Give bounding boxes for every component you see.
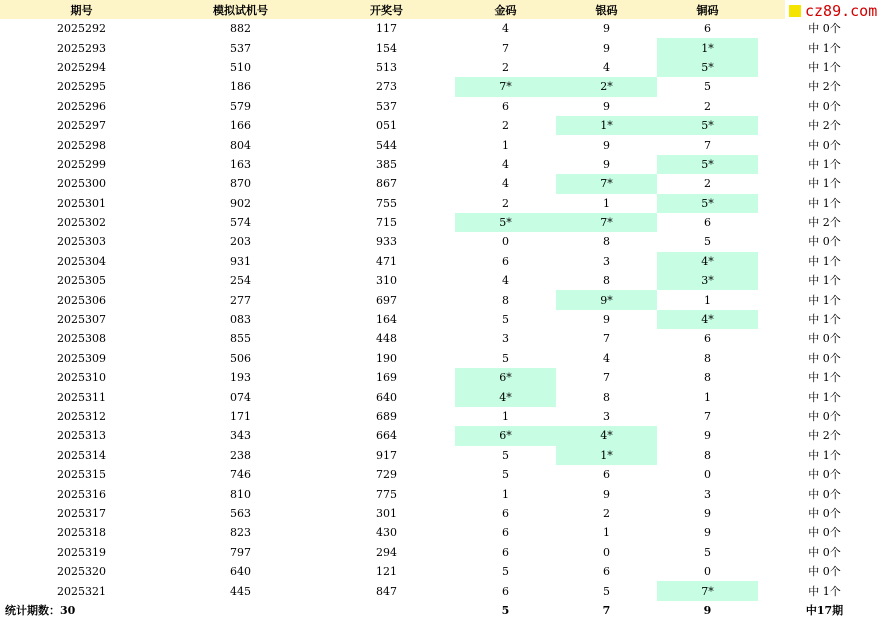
cell-issue: 2025318 <box>57 526 106 540</box>
table-row <box>0 368 891 387</box>
cell-sim: 563 <box>230 506 251 520</box>
cell-result: 中 0个 <box>808 468 841 482</box>
cell-bronze: 8 <box>704 371 711 385</box>
table-row <box>0 116 891 135</box>
cell-gold: 5 <box>502 565 509 579</box>
cell-draw: 190 <box>376 351 397 365</box>
cell-sim: 277 <box>230 293 251 307</box>
cell-silver: 4 <box>603 60 610 74</box>
header-sim: 模拟试机号 <box>163 0 318 19</box>
logo-text: cz89.com <box>805 2 878 20</box>
cell-gold: 7 <box>502 41 509 55</box>
cell-silver: 9 <box>603 157 610 171</box>
cell-result: 中 0个 <box>808 99 841 113</box>
cell-draw: 933 <box>376 235 397 249</box>
cell-sim: 870 <box>230 177 251 191</box>
cell-silver: 7* <box>556 174 657 193</box>
cell-issue: 2025311 <box>57 390 106 404</box>
cell-gold: 4* <box>455 387 556 406</box>
cell-bronze: 9 <box>704 526 711 540</box>
cell-silver: 0 <box>603 545 610 559</box>
cell-issue: 2025315 <box>57 468 106 482</box>
cell-gold: 6 <box>502 584 509 598</box>
cell-bronze: 5* <box>657 58 758 77</box>
cell-gold: 6 <box>502 506 509 520</box>
cell-issue: 2025294 <box>57 60 106 74</box>
cell-silver: 5 <box>603 584 610 598</box>
cell-draw: 117 <box>376 22 397 36</box>
logo-square-icon <box>789 5 801 17</box>
cell-draw: 775 <box>376 487 397 501</box>
cell-silver: 3 <box>603 254 610 268</box>
cell-result: 中 1个 <box>808 254 841 268</box>
cell-issue: 2025319 <box>57 545 106 559</box>
cell-issue: 2025298 <box>57 138 106 152</box>
cell-gold: 5 <box>502 468 509 482</box>
cell-silver: 7 <box>603 371 610 385</box>
cell-draw: 051 <box>376 119 397 133</box>
cell-draw: 537 <box>376 99 397 113</box>
table-row <box>0 232 891 251</box>
cell-draw: 164 <box>376 313 397 327</box>
cell-draw: 847 <box>376 584 397 598</box>
cell-silver: 4* <box>556 426 657 445</box>
cell-silver: 1 <box>603 526 610 540</box>
cell-sim: 931 <box>230 254 251 268</box>
table-row <box>0 155 891 174</box>
cell-sim: 902 <box>230 196 251 210</box>
cell-gold: 8 <box>502 293 509 307</box>
table-row <box>0 543 891 562</box>
cell-issue: 2025317 <box>57 506 106 520</box>
cell-gold: 5 <box>502 313 509 327</box>
cell-sim: 537 <box>230 41 251 55</box>
cell-gold: 3 <box>502 332 509 346</box>
cell-bronze: 5 <box>704 545 711 559</box>
cell-issue: 2025292 <box>57 22 106 36</box>
cell-bronze: 4* <box>657 252 758 271</box>
cell-silver: 7 <box>603 332 610 346</box>
cell-bronze: 5* <box>657 194 758 213</box>
cell-silver: 7* <box>556 213 657 232</box>
cell-silver: 6 <box>603 565 610 579</box>
table-row <box>0 465 891 484</box>
table-row <box>0 407 891 426</box>
cell-sim: 810 <box>230 487 251 501</box>
cell-result: 中 1个 <box>808 293 841 307</box>
cell-gold: 4 <box>502 157 509 171</box>
table-row <box>0 523 891 542</box>
cell-sim: 343 <box>230 429 251 443</box>
cell-result: 中 1个 <box>808 196 841 210</box>
cell-issue: 2025314 <box>57 448 106 462</box>
table-row <box>0 387 891 406</box>
cell-silver: 1 <box>603 196 610 210</box>
cell-silver: 9* <box>556 290 657 309</box>
cell-gold: 5 <box>502 351 509 365</box>
cell-silver: 8 <box>603 235 610 249</box>
cell-issue: 2025316 <box>57 487 106 501</box>
cell-issue: 2025302 <box>57 216 106 230</box>
cell-sim: 445 <box>230 584 251 598</box>
table-row <box>0 252 891 271</box>
cell-sim: 823 <box>230 526 251 540</box>
table-row <box>0 484 891 503</box>
cell-silver: 9 <box>603 313 610 327</box>
cell-gold: 4 <box>502 22 509 36</box>
cell-bronze: 7* <box>657 581 758 600</box>
cell-gold: 2 <box>502 196 509 210</box>
cell-sim: 506 <box>230 351 251 365</box>
summary-result: 中17期 <box>805 603 844 617</box>
table-body <box>0 19 891 601</box>
header-bronze: 铜码 <box>657 0 758 19</box>
cell-sim: 238 <box>230 448 251 462</box>
cell-silver: 1* <box>556 446 657 465</box>
cell-issue: 2025303 <box>57 235 106 249</box>
cell-result: 中 1个 <box>808 60 841 74</box>
cell-bronze: 0 <box>704 565 711 579</box>
cell-silver: 2* <box>556 77 657 96</box>
cell-result: 中 0个 <box>808 22 841 36</box>
cell-sim: 797 <box>230 545 251 559</box>
header-silver: 银码 <box>556 0 657 19</box>
cell-draw: 689 <box>376 410 397 423</box>
cell-sim: 166 <box>230 119 251 133</box>
table-row <box>0 174 891 193</box>
cell-result: 中 2个 <box>808 429 841 443</box>
cell-gold: 1 <box>502 410 509 423</box>
cell-bronze: 3* <box>657 271 758 290</box>
cell-gold: 6* <box>455 368 556 387</box>
table-row <box>0 349 891 368</box>
cell-sim: 083 <box>230 313 251 327</box>
cell-result: 中 0个 <box>808 545 841 559</box>
cell-draw: 664 <box>376 429 397 443</box>
cell-result: 中 0个 <box>808 526 841 540</box>
cell-result: 中 1个 <box>808 177 841 191</box>
cell-gold: 6 <box>502 526 509 540</box>
cell-silver: 9 <box>603 138 610 152</box>
cell-silver: 8 <box>603 390 610 404</box>
cell-gold: 2 <box>502 119 509 133</box>
summary-bronze: 9 <box>703 603 712 617</box>
cell-silver: 1* <box>556 116 657 135</box>
table-row <box>0 97 891 116</box>
cell-silver: 9 <box>603 41 610 55</box>
cell-bronze: 2 <box>704 177 711 191</box>
cell-result: 中 0个 <box>808 506 841 520</box>
cell-gold: 1 <box>502 487 509 501</box>
cell-draw: 448 <box>376 332 397 346</box>
cell-issue: 2025296 <box>57 99 106 113</box>
cell-silver: 9 <box>603 487 610 501</box>
cell-gold: 4 <box>502 274 509 288</box>
cell-sim: 804 <box>230 138 251 152</box>
cell-gold: 5* <box>455 213 556 232</box>
header-row <box>0 0 891 19</box>
cell-issue: 2025321 <box>57 584 106 598</box>
cell-silver: 8 <box>603 274 610 288</box>
cell-bronze: 4* <box>657 310 758 329</box>
cell-gold: 6* <box>455 426 556 445</box>
cell-draw: 715 <box>376 216 397 230</box>
cell-bronze: 9 <box>704 506 711 520</box>
cell-bronze: 1* <box>657 38 758 57</box>
cell-issue: 2025304 <box>57 254 106 268</box>
cell-gold: 6 <box>502 254 509 268</box>
cell-draw: 154 <box>376 41 397 55</box>
header-gold: 金码 <box>455 0 556 19</box>
cell-bronze: 6 <box>704 216 711 230</box>
cell-silver: 4 <box>603 351 610 365</box>
cell-result: 中 2个 <box>808 216 841 230</box>
cell-sim: 171 <box>230 410 251 423</box>
table-row <box>0 135 891 154</box>
cell-result: 中 1个 <box>808 313 841 327</box>
cell-silver: 6 <box>603 468 610 482</box>
cell-gold: 5 <box>502 448 509 462</box>
cell-draw: 697 <box>376 293 397 307</box>
cell-sim: 746 <box>230 468 251 482</box>
cell-draw: 640 <box>376 390 397 404</box>
table-row <box>0 310 891 329</box>
table-row <box>0 426 891 445</box>
cell-result: 中 1个 <box>808 390 841 404</box>
cell-draw: 430 <box>376 526 397 540</box>
cell-sim: 193 <box>230 371 251 385</box>
cell-bronze: 8 <box>704 448 711 462</box>
header-draw: 开奖号 <box>318 0 455 19</box>
cell-issue: 2025306 <box>57 293 106 307</box>
summary-gold: 5 <box>501 603 510 617</box>
cell-issue: 2025312 <box>57 410 106 423</box>
summary-empty-draw <box>318 601 455 620</box>
cell-issue: 2025295 <box>57 80 106 94</box>
cell-bronze: 5* <box>657 116 758 135</box>
cell-gold: 0 <box>502 235 509 249</box>
cell-bronze: 1 <box>704 293 711 307</box>
cell-draw: 917 <box>376 448 397 462</box>
cell-result: 中 0个 <box>808 351 841 365</box>
cell-draw: 121 <box>376 565 397 579</box>
cell-result: 中 2个 <box>808 80 841 94</box>
cell-result: 中 1个 <box>808 274 841 288</box>
cell-issue: 2025313 <box>57 429 106 443</box>
cell-bronze: 5 <box>704 80 711 94</box>
cell-silver: 9 <box>603 99 610 113</box>
cell-bronze: 9 <box>704 429 711 443</box>
cell-draw: 471 <box>376 254 397 268</box>
cell-sim: 510 <box>230 60 251 74</box>
cell-result: 中 1个 <box>808 448 841 462</box>
table-row <box>0 446 891 465</box>
cell-issue: 2025305 <box>57 274 106 288</box>
cell-draw: 301 <box>376 506 397 520</box>
cell-draw: 310 <box>376 274 397 288</box>
cell-result: 中 1个 <box>808 584 841 598</box>
table-row <box>0 19 891 38</box>
cell-draw: 729 <box>376 468 397 482</box>
cell-sim: 574 <box>230 216 251 230</box>
table-row <box>0 562 891 581</box>
table-row <box>0 329 891 348</box>
table-row <box>0 194 891 213</box>
cell-sim: 579 <box>230 99 251 113</box>
cell-issue: 2025297 <box>57 119 106 133</box>
cell-gold: 6 <box>502 545 509 559</box>
table-row <box>0 581 891 600</box>
cell-silver: 2 <box>603 506 610 520</box>
cell-silver: 9 <box>603 22 610 36</box>
table-row <box>0 58 891 77</box>
table-row <box>0 213 891 232</box>
cell-result: 中 1个 <box>808 157 841 171</box>
cell-sim: 254 <box>230 274 251 288</box>
cell-result: 中 0个 <box>808 565 841 579</box>
cell-silver: 3 <box>603 410 610 423</box>
table-row <box>0 504 891 523</box>
cell-bronze: 2 <box>704 99 711 113</box>
cell-bronze: 1 <box>704 390 711 404</box>
cell-sim: 186 <box>230 80 251 94</box>
summary-empty-sim <box>163 601 318 620</box>
cell-gold: 1 <box>502 138 509 152</box>
cell-result: 中 0个 <box>808 410 841 423</box>
table-row <box>0 38 891 57</box>
cell-sim: 855 <box>230 332 251 346</box>
table-row <box>0 290 891 309</box>
cell-bronze: 0 <box>704 468 711 482</box>
cell-result: 中 0个 <box>808 332 841 346</box>
cell-issue: 2025301 <box>57 196 106 210</box>
table-row <box>0 271 891 290</box>
cell-result: 中 0个 <box>808 138 841 152</box>
cell-bronze: 7 <box>704 138 711 152</box>
cell-sim: 074 <box>230 390 251 404</box>
cell-sim: 882 <box>230 22 251 36</box>
cell-sim: 203 <box>230 235 251 249</box>
cell-issue: 2025308 <box>57 332 106 346</box>
cell-result: 中 0个 <box>808 235 841 249</box>
cell-gold: 7* <box>455 77 556 96</box>
cell-draw: 169 <box>376 371 397 385</box>
cell-draw: 867 <box>376 177 397 191</box>
cell-draw: 513 <box>376 60 397 74</box>
cell-gold: 4 <box>502 177 509 191</box>
cell-result: 中 1个 <box>808 371 841 385</box>
cell-bronze: 5 <box>704 235 711 249</box>
cell-bronze: 6 <box>704 332 711 346</box>
cell-result: 中 2个 <box>808 119 841 133</box>
cell-issue: 2025300 <box>57 177 106 191</box>
cell-bronze: 6 <box>704 22 711 36</box>
summary-row <box>0 601 891 620</box>
cell-gold: 6 <box>502 99 509 113</box>
cell-draw: 294 <box>376 545 397 559</box>
cell-result: 中 0个 <box>808 487 841 501</box>
cell-bronze: 7 <box>704 410 711 423</box>
cell-draw: 544 <box>376 138 397 152</box>
cell-issue: 2025310 <box>57 371 106 385</box>
cell-bronze: 8 <box>704 351 711 365</box>
cell-gold: 2 <box>502 60 509 74</box>
cell-result: 中 1个 <box>808 41 841 55</box>
cell-issue: 2025307 <box>57 313 106 327</box>
cell-issue: 2025309 <box>57 351 106 365</box>
cell-issue: 2025293 <box>57 41 106 55</box>
header-issue: 期号 <box>0 0 163 19</box>
cell-bronze: 3 <box>704 487 711 501</box>
cell-draw: 385 <box>376 157 397 171</box>
cell-issue: 2025299 <box>57 157 106 171</box>
cell-sim: 640 <box>230 565 251 579</box>
cell-issue: 2025320 <box>57 565 106 579</box>
site-logo[interactable] <box>785 0 891 22</box>
summary-label: 统计期数：30 <box>5 603 76 617</box>
summary-silver: 7 <box>602 603 611 617</box>
cell-bronze: 5* <box>657 155 758 174</box>
table-row <box>0 77 891 96</box>
cell-draw: 273 <box>376 80 397 94</box>
cell-sim: 163 <box>230 157 251 171</box>
cell-draw: 755 <box>376 196 397 210</box>
